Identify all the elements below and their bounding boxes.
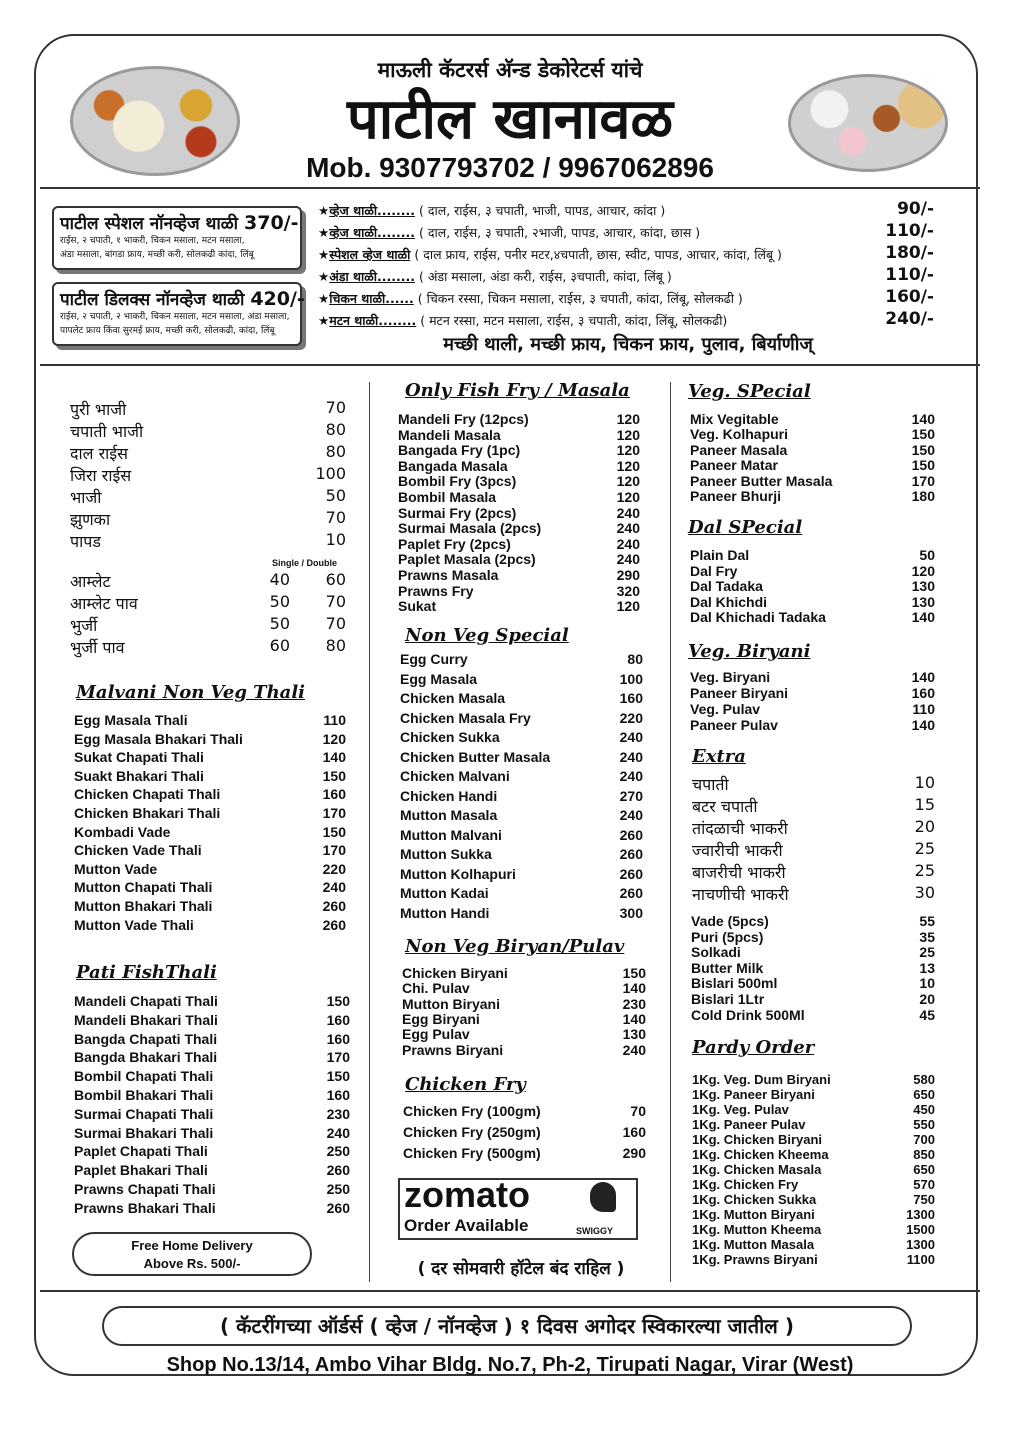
menu-item: Plain Dal 50 <box>690 547 935 563</box>
menu-item: Chicken Malvani 240 <box>400 768 643 784</box>
footer-divider <box>40 1290 980 1292</box>
menu-item: 1Kg. Mutton Masala 1300 <box>692 1237 935 1252</box>
menu-item: Egg Pulav 130 <box>402 1026 646 1043</box>
menu-item: Paplet Bhakari Thali 260 <box>74 1162 350 1179</box>
menu-item: 1Kg. Paneer Biryani 650 <box>692 1087 935 1102</box>
menu-item: Bislari 1Ltr 20 <box>691 991 935 1007</box>
menu-item: Paplet Chapati Thali 250 <box>74 1143 350 1160</box>
menu-item: Chicken Fry (500gm) 290 <box>403 1145 646 1161</box>
delivery-line: Free Home Delivery <box>131 1238 253 1253</box>
menu-item: ज्वारीची भाकरी 25 <box>692 839 935 860</box>
menu-item: Paneer Butter Masala 170 <box>690 472 935 489</box>
section-divider <box>40 364 980 366</box>
menu-item: Chicken Masala Fry 220 <box>400 709 643 726</box>
menu-item: Veg. Pulav 110 <box>690 701 935 717</box>
menu-item: Prawns Biryani 240 <box>402 1041 646 1058</box>
fish-fry-heading: Only Fish Fry / Masala <box>405 380 630 401</box>
menu-item: Mandeli Fry (12pcs) 120 <box>398 411 640 427</box>
menu-item: Paneer Pulav 140 <box>690 717 935 733</box>
menu-item: नाचणीची भाकरी 30 <box>692 883 935 904</box>
menu-item: Paneer Matar 150 <box>690 457 935 474</box>
thali-row: ★चिकन थाळी...... ( चिकन रस्सा, चिकन मसाला, राईस, ३ चपाती, कांदा, लिंबू, सोलकढी ) 160/- <box>318 287 934 307</box>
menu-item: चपाती भाजी 80 <box>70 420 346 441</box>
catering-note: ( कॅटरींगच्या ऑर्डर्स ( व्हेज / नॉनव्हेज ) १ दिवस अगोदर स्विकारल्या जातील ) <box>102 1306 912 1346</box>
special-thali-box <box>52 206 302 270</box>
menu-item: Paplet Masala (2pcs) 240 <box>398 551 640 568</box>
menu-item: Bangada Masala 120 <box>398 457 640 474</box>
menu-item: Kombadi Vade 150 <box>74 823 346 840</box>
nonveg-biryani-heading: Non Veg Biryan/Pulav <box>405 936 625 957</box>
menu-item: 1Kg. Veg. Pulav 450 <box>692 1102 935 1117</box>
fish-thali-heading: Pati FishThali <box>76 962 217 983</box>
menu-item: 1Kg. Paneer Pulav 550 <box>692 1117 935 1132</box>
menu-item: Mutton Malvani 260 <box>400 826 643 843</box>
column-divider <box>369 382 370 1282</box>
malvani-thali-heading: Malvani Non Veg Thali <box>76 682 305 703</box>
menu-item: तांदळाची भाकरी 20 <box>692 817 935 838</box>
column-divider <box>670 382 671 1282</box>
nonveg-plate-image <box>788 74 948 172</box>
menu-item: Bombil Fry (3pcs) 120 <box>398 473 640 490</box>
menu-item: Mandeli Chapati Thali 150 <box>74 993 350 1009</box>
thali-row: ★स्पेशल व्हेज थाळी ( दाल फ्राय, राईस, पनीर मटर,४चपाती, छास, स्वीट, पापड, आचार, कांदा, लिंबू ) 180/- <box>318 243 934 263</box>
menu-item: Paneer Bhurji 180 <box>690 488 935 504</box>
menu-item: Chicken Bhakari Thali 170 <box>74 805 346 821</box>
menu-item: Chi. Pulav 140 <box>402 980 646 997</box>
menu-item: Bombil Chapati Thali 150 <box>74 1068 350 1085</box>
menu-item: Prawns Bhakari Thali 260 <box>74 1199 350 1216</box>
menu-item: पापड 10 <box>70 530 346 551</box>
deluxe-thali-name: पाटील डिलक्स नॉनव्हेज थाळी 420/- <box>60 288 305 310</box>
special-thali-desc: राईस, २ चपाती, १ भाकरी, चिकन मसाला, मटन मसाला, <box>60 236 245 246</box>
veg-biryani-heading: Veg. Biryani <box>688 641 811 662</box>
menu-item: 1Kg. Chicken Biryani 700 <box>692 1132 935 1147</box>
menu-item: Bangada Fry (1pc) 120 <box>398 442 640 459</box>
menu-item: भुर्जी पाव 60 80 <box>70 636 346 657</box>
menu-item: Paplet Fry (2pcs) 240 <box>398 535 640 552</box>
caterer-subtitle: माऊली कॅटरर्स अ‍ॅन्ड डेकोरेटर्स यांचे <box>377 58 643 82</box>
thali-row: ★मटन थाळी........ ( मटन रस्सा, मटन मसाला, राईस, ३ चपाती, कांदा, लिंबू, सोलकढी) 240/- <box>318 309 934 329</box>
menu-item: दाल राईस 80 <box>70 442 346 463</box>
menu-item: Egg Biryani 140 <box>402 1010 646 1027</box>
deluxe-thali-box <box>52 282 305 346</box>
menu-item: बटर चपाती 15 <box>692 795 935 816</box>
menu-item: Chicken Fry (100gm) 70 <box>403 1103 646 1119</box>
nonveg-special-heading: Non Veg Special <box>405 625 569 646</box>
menu-item: 1Kg. Chicken Kheema 850 <box>692 1147 935 1162</box>
free-delivery-badge <box>72 1232 312 1276</box>
menu-item: Mutton Kadai 260 <box>400 885 643 901</box>
restaurant-title: पाटील खानावळ <box>346 87 674 152</box>
menu-item: 1Kg. Mutton Kheema 1500 <box>692 1222 935 1237</box>
deluxe-thali-desc: राईस, २ चपाती, २ भाकरी, चिकन मसाला, मटन मसाला, अंडा मसाला, <box>60 312 290 322</box>
thali-row: ★अंडा थाळी........ ( अंडा मसाला, अंडा करी, राईस, ३चपाती, कांदा, लिंबू ) 110/- <box>318 265 934 285</box>
thali-row: ★व्हेज थाळी........ ( दाल, राईस, ३ चपाती, भाजी, पापड, आचार, कांदा ) 90/- <box>318 199 934 219</box>
menu-item: Chicken Biryani 150 <box>402 965 646 981</box>
menu-item: Mandeli Bhakari Thali 160 <box>74 1011 350 1028</box>
menu-item: Prawns Masala 290 <box>398 567 640 583</box>
mobile-numbers: Mob. 9307793702 / 9967062896 <box>306 152 714 183</box>
menu-item: Bombil Masala 120 <box>398 489 640 505</box>
closed-monday-note: ( दर सोमवारी हॉटेल बंद राहिल ) <box>417 1259 625 1279</box>
menu-item: Mutton Biryani 230 <box>402 995 646 1012</box>
menu-item: Mutton Kolhapuri 260 <box>400 865 643 882</box>
menu-item: Veg. Biryani 140 <box>690 669 935 685</box>
menu-item: Mutton Sukka 260 <box>400 846 643 862</box>
single-double-label: Single / Double <box>272 558 338 568</box>
menu-item: झुणका 70 <box>70 508 346 529</box>
menu-item: Mutton Bhakari Thali 260 <box>74 898 346 914</box>
deluxe-thali-desc: पापलेट फ्राय किंवा सुरमई फ्राय, मच्छी करी, सोलकढी, कांदा, लिंबू <box>60 326 275 336</box>
menu-item: Cold Drink 500Ml 45 <box>691 1006 935 1023</box>
menu-item: Mutton Handi 300 <box>400 904 643 921</box>
menu-item: Egg Masala 100 <box>400 670 643 687</box>
menu-item: पुरी भाजी 70 <box>70 398 346 419</box>
menu-item: Chicken Chapati Thali 160 <box>74 786 346 803</box>
menu-item: Dal Tadaka 130 <box>690 578 935 595</box>
menu-item: Paneer Biryani 160 <box>690 685 935 701</box>
menu-item: Surmai Fry (2pcs) 240 <box>398 504 640 521</box>
header-divider <box>40 187 980 189</box>
menu-item: Dal Khichadi Tadaka 140 <box>690 609 935 626</box>
menu-item: Sukat Chapati Thali 140 <box>74 749 346 766</box>
menu-item: 1Kg. Chicken Fry 570 <box>692 1177 935 1192</box>
special-thali-desc: अंडा मसाला, बांगडा फ्राय, मच्छी करी, सोलकढी कांदा, लिंबू <box>60 250 254 260</box>
menu-item: 1Kg. Chicken Masala 650 <box>692 1162 935 1177</box>
menu-item: Vade (5pcs) 55 <box>691 913 935 929</box>
swiggy-label: SWIGGY <box>576 1226 614 1236</box>
special-thali-name: पाटील स्पेशल नॉनव्हेज थाळी 370/- <box>60 212 299 234</box>
menu-item: Chicken Handi 270 <box>400 787 643 804</box>
menu-item: Chicken Butter Masala 240 <box>400 748 643 765</box>
swiggy-logo-icon <box>590 1182 616 1212</box>
menu-item: Chicken Vade Thali 170 <box>74 842 346 859</box>
menu-item: Mutton Vade 220 <box>74 860 346 877</box>
menu-item: आम्लेट पाव 50 70 <box>70 592 346 613</box>
menu-item: Dal Khichdi 130 <box>690 593 935 610</box>
menu-item: Dal Fry 120 <box>690 562 935 579</box>
order-available-text: Order Available <box>404 1216 529 1235</box>
menu-item: Suakt Bhakari Thali 150 <box>74 767 346 784</box>
delivery-line: Above Rs. 500/- <box>143 1256 241 1271</box>
menu-item: Paneer Masala 150 <box>690 441 935 458</box>
party-order-heading: Pardy Order <box>692 1037 815 1058</box>
menu-item: Prawns Chapati Thali 250 <box>74 1181 350 1197</box>
menu-item: Bislari 500ml 10 <box>691 975 935 992</box>
extra-heading: Extra <box>692 746 746 767</box>
menu-item: Chicken Masala 160 <box>400 690 643 706</box>
menu-item: Butter Milk 13 <box>691 959 935 976</box>
menu-item: Surmai Chapati Thali 230 <box>74 1105 350 1122</box>
thali-plate-image <box>70 66 240 176</box>
menu-item: चपाती 10 <box>692 773 935 794</box>
menu-item: जिरा राईस 100 <box>70 464 346 485</box>
menu-item: Solkadi 25 <box>691 944 935 961</box>
menu-item: Egg Curry 80 <box>400 651 643 667</box>
menu-item: 1Kg. Mutton Biryani 1300 <box>692 1207 935 1222</box>
other-dishes-line: मच्छी थाली, मच्छी फ्राय, चिकन फ्राय, पुलाव, बिर्याणीज् <box>443 334 813 355</box>
menu-item: आम्लेट 40 60 <box>70 570 346 591</box>
menu-item: Bangda Bhakari Thali 170 <box>74 1049 350 1066</box>
menu-item: Veg. Kolhapuri 150 <box>690 426 935 443</box>
menu-item: Mix Vegitable 140 <box>690 411 935 427</box>
menu-item: Mandeli Masala 120 <box>398 426 640 443</box>
menu-item: Surmai Bhakari Thali 240 <box>74 1124 350 1141</box>
menu-item: Egg Masala Thali 110 <box>74 712 346 728</box>
zomato-logo: zomato <box>404 1174 530 1215</box>
menu-item: Prawns Fry 320 <box>398 582 640 599</box>
menu-item: Bangda Chapati Thali 160 <box>74 1030 350 1047</box>
thali-row: ★व्हेज थाळी........ ( दाल, राईस, ३ चपाती, २भाजी, पापड, आचार, कांदा, छास ) 110/- <box>318 221 934 241</box>
dal-special-heading: Dal SPecial <box>688 517 803 538</box>
menu-item: Egg Masala Bhakari Thali 120 <box>74 730 346 747</box>
menu-item: 1Kg. Veg. Dum Biryani 580 <box>692 1072 935 1087</box>
menu-item: Mutton Masala 240 <box>400 807 643 823</box>
menu-item: Bombil Bhakari Thali 160 <box>74 1087 350 1103</box>
menu-item: Sukat 120 <box>398 598 640 615</box>
chicken-fry-heading: Chicken Fry <box>405 1074 526 1095</box>
shop-address: Shop No.13/14, Ambo Vihar Bldg. No.7, Ph-2, Tirupati Nagar, Virar (West) <box>166 1354 854 1376</box>
menu-item: 1Kg. Chicken Sukka 750 <box>692 1192 935 1207</box>
menu-item: भुर्जी 50 70 <box>70 614 346 635</box>
menu-item: 1Kg. Prawns Biryani 1100 <box>692 1252 935 1267</box>
menu-item: भाजी 50 <box>70 486 346 507</box>
menu-item: Surmai Masala (2pcs) 240 <box>398 520 640 537</box>
menu-item: Mutton Vade Thali 260 <box>74 916 346 933</box>
menu-item: Mutton Chapati Thali 240 <box>74 879 346 896</box>
menu-item: Chicken Fry (250gm) 160 <box>403 1124 646 1140</box>
menu-item: Puri (5pcs) 35 <box>691 928 935 945</box>
veg-special-heading: Veg. SPecial <box>688 381 811 402</box>
menu-item: Chicken Sukka 240 <box>400 729 643 745</box>
menu-item: बाजरीची भाकरी 25 <box>692 861 935 882</box>
